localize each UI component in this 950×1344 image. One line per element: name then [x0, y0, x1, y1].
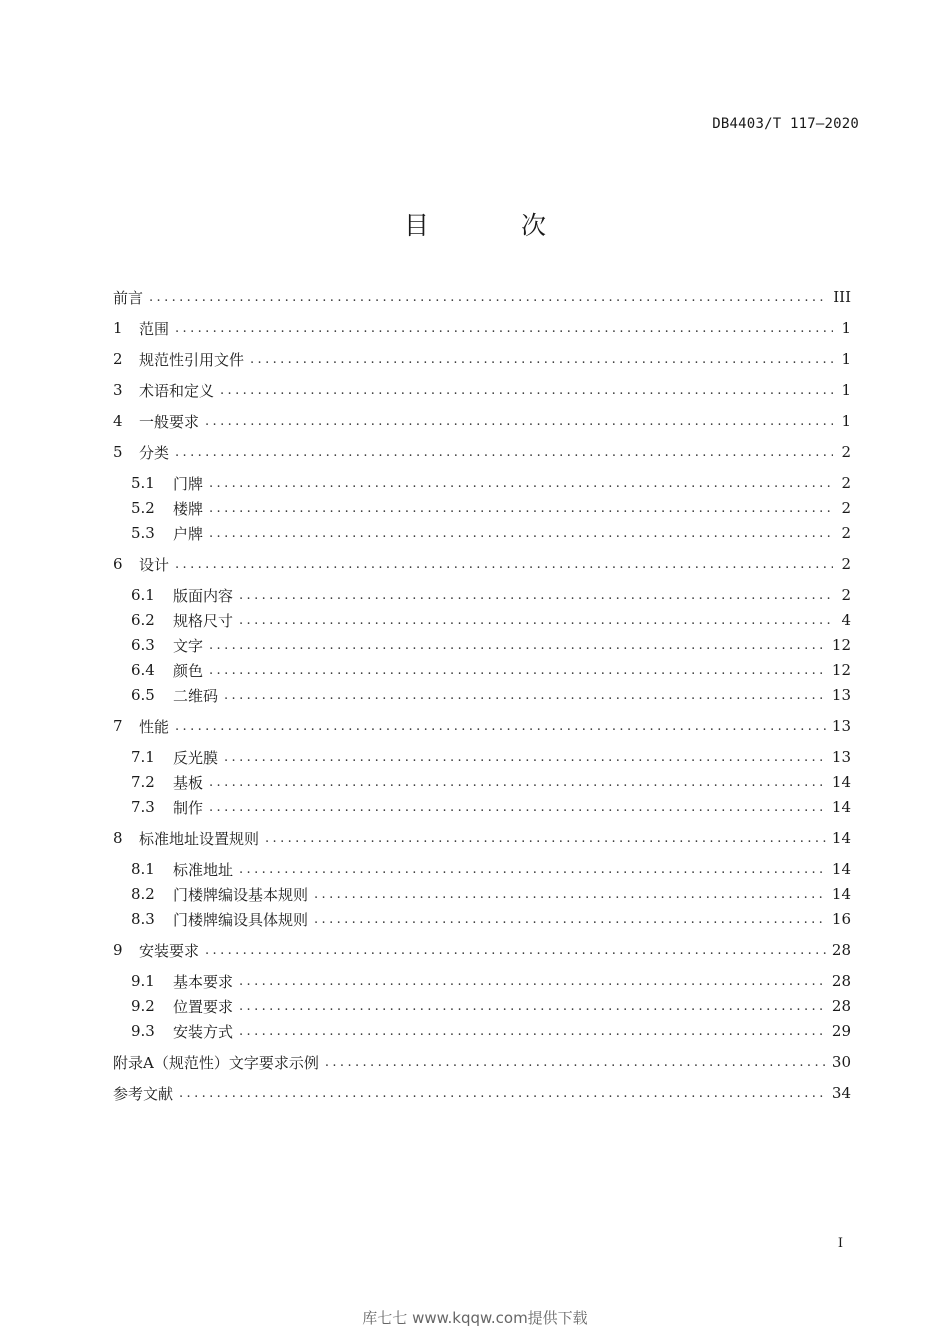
toc-entry-label: 安装要求 [139, 941, 200, 960]
toc-page-number: 28 [831, 972, 851, 990]
toc-dot-leader [314, 912, 826, 927]
toc-section-number: 6.1 [131, 586, 155, 604]
toc-entry-label: 规格尺寸 [173, 611, 234, 630]
toc-section-number: 9.2 [131, 997, 155, 1015]
toc-page-number: 12 [831, 636, 851, 654]
toc-entry[interactable] [113, 828, 851, 848]
toc-section-number: 6.2 [131, 611, 155, 629]
toc-entry-label: 规范性引用文件 [139, 350, 245, 369]
toc-section-number: 3 [113, 381, 123, 399]
toc-page-number: 4 [841, 611, 851, 629]
toc-page-number: 13 [831, 717, 851, 735]
toc-page-number: 2 [841, 555, 851, 573]
toc-subentry[interactable] [131, 660, 851, 680]
toc-page-number: 14 [831, 773, 851, 791]
toc-dot-leader [239, 862, 826, 877]
toc-section-number: 5.3 [131, 524, 155, 542]
toc-dot-leader [175, 557, 833, 572]
toc-section-number: 1 [113, 319, 123, 337]
toc-entry[interactable] [113, 442, 851, 462]
toc-entry-label: 门楼牌编设具体规则 [173, 910, 309, 929]
toc-page-number: 30 [831, 1053, 851, 1071]
toc-entry[interactable] [113, 349, 851, 369]
toc-entry[interactable] [113, 554, 851, 574]
toc-entry[interactable] [113, 1083, 851, 1103]
toc-section-number: 9.1 [131, 972, 155, 990]
toc-section-number: 6.5 [131, 686, 155, 704]
toc-entry-label: 安装方式 [173, 1022, 234, 1041]
toc-entry-label: 户牌 [173, 524, 204, 543]
toc-page-number: 16 [831, 910, 851, 928]
toc-subentry[interactable] [131, 585, 851, 605]
toc-subentry[interactable] [131, 610, 851, 630]
toc-section-number: 8 [113, 829, 123, 847]
toc-page-number: 2 [841, 499, 851, 517]
toc-page-number: 1 [841, 350, 851, 368]
toc-entry-label: 门楼牌编设基本规则 [173, 885, 309, 904]
toc-page-number: 1 [841, 319, 851, 337]
toc-dot-leader [224, 688, 826, 703]
toc-subentry[interactable] [131, 996, 851, 1016]
toc-page-number: 28 [831, 997, 851, 1015]
toc-dot-leader [314, 887, 826, 902]
toc-subentry[interactable] [131, 971, 851, 991]
toc-section-number: 6.3 [131, 636, 155, 654]
toc-page-number: 14 [831, 798, 851, 816]
toc-subentry[interactable] [131, 523, 851, 543]
download-watermark: 库七七 www.kqqw.com提供下载 [362, 1309, 588, 1327]
toc-page-number: 1 [841, 412, 851, 430]
toc-entry-label: 位置要求 [173, 997, 234, 1016]
toc-subentry[interactable] [131, 909, 851, 929]
toc-dot-leader [209, 501, 833, 516]
toc-section-number: 6.4 [131, 661, 155, 679]
toc-entry-label: 标准地址 [173, 860, 234, 879]
toc-page-number: 14 [831, 860, 851, 878]
toc-dot-leader [239, 588, 833, 603]
toc-dot-leader [205, 414, 833, 429]
toc-entry-label: 门牌 [173, 474, 204, 493]
toc-dot-leader [209, 526, 833, 541]
toc-section-number: 2 [113, 350, 123, 368]
toc-entry[interactable] [113, 380, 851, 400]
toc-entry-label: 标准地址设置规则 [139, 829, 260, 848]
document-code: DB4403/T 117—2020 [712, 116, 859, 132]
toc-entry-label: 基本要求 [173, 972, 234, 991]
toc-page-number: 13 [831, 686, 851, 704]
toc-page-number: 2 [841, 443, 851, 461]
toc-entry-label: 前言 [113, 288, 144, 307]
toc-section-number: 5.1 [131, 474, 155, 492]
toc-dot-leader [175, 445, 833, 460]
toc-section-number: 5 [113, 443, 123, 461]
toc-entry-label: 制作 [173, 798, 204, 817]
toc-dot-leader [239, 1024, 826, 1039]
toc-dot-leader [239, 999, 826, 1014]
toc-dot-leader [220, 383, 833, 398]
toc-section-number: 8.1 [131, 860, 155, 878]
toc-section-number: 9 [113, 941, 123, 959]
toc-entry-label: 性能 [139, 717, 170, 736]
toc-dot-leader [175, 719, 826, 734]
toc-dot-leader [149, 290, 827, 305]
toc-entry-label: 文字 [173, 636, 204, 655]
toc-subentry[interactable] [131, 884, 851, 904]
toc-dot-leader [175, 321, 833, 336]
toc-entry-label: 颜色 [173, 661, 204, 680]
toc-section-number: 9.3 [131, 1022, 155, 1040]
toc-entry-label: 设计 [139, 555, 170, 574]
toc-entry-label: 分类 [139, 443, 170, 462]
toc-entry[interactable] [113, 411, 851, 431]
toc-page-number: 2 [841, 524, 851, 542]
toc-entry-label: 二维码 [173, 686, 219, 705]
toc-page-number: 2 [841, 474, 851, 492]
toc-section-number: 7.1 [131, 748, 155, 766]
toc-section-number: 7.3 [131, 798, 155, 816]
toc-entry-label: 范围 [139, 319, 170, 338]
toc-section-number: 5.2 [131, 499, 155, 517]
toc-section-number: 7.2 [131, 773, 155, 791]
toc-subentry[interactable] [131, 747, 851, 767]
toc-dot-leader [209, 638, 826, 653]
toc-page-number: 14 [831, 829, 851, 847]
toc-subentry[interactable] [131, 797, 851, 817]
toc-dot-leader [265, 831, 826, 846]
toc-dot-leader [224, 750, 826, 765]
toc-page-number: III [833, 288, 851, 306]
toc-page-number: 13 [831, 748, 851, 766]
toc-subentry[interactable] [131, 473, 851, 493]
toc-title: 目 次 [404, 211, 588, 240]
toc-entry-label: 一般要求 [139, 412, 200, 431]
toc-section-number: 8.2 [131, 885, 155, 903]
toc-entry-label: 基板 [173, 773, 204, 792]
toc-page-number: 2 [841, 586, 851, 604]
toc-entry-label: 附录A（规范性）文字要求示例 [113, 1053, 319, 1072]
toc-section-number: 6 [113, 555, 123, 573]
toc-dot-leader [239, 613, 833, 628]
toc-subentry[interactable] [131, 859, 851, 879]
toc-entry-label: 参考文献 [113, 1084, 174, 1103]
toc-dot-leader [209, 800, 826, 815]
toc-dot-leader [209, 663, 826, 678]
toc-page-number: 34 [831, 1084, 851, 1102]
toc-section-number: 7 [113, 717, 123, 735]
toc-dot-leader [209, 476, 833, 491]
toc-page-number: 29 [831, 1022, 851, 1040]
toc-entry-label: 楼牌 [173, 499, 204, 518]
toc-subentry[interactable] [131, 685, 851, 705]
toc-subentry[interactable] [131, 772, 851, 792]
toc-page-number: 14 [831, 885, 851, 903]
toc-section-number: 8.3 [131, 910, 155, 928]
toc-dot-leader [250, 352, 833, 367]
toc-dot-leader [209, 775, 826, 790]
toc-subentry[interactable] [131, 498, 851, 518]
toc-dot-leader [179, 1086, 826, 1101]
toc-entry[interactable] [113, 716, 851, 736]
toc-entry[interactable] [113, 287, 851, 307]
toc-entry[interactable] [113, 318, 851, 338]
toc-entry[interactable] [113, 940, 851, 960]
toc-entry-label: 术语和定义 [139, 381, 215, 400]
page-number: I [837, 1236, 843, 1251]
toc-subentry[interactable] [131, 635, 851, 655]
toc-dot-leader [205, 943, 826, 958]
toc-section-number: 4 [113, 412, 123, 430]
toc-page-number: 1 [841, 381, 851, 399]
toc-entry[interactable] [113, 1052, 851, 1072]
toc-dot-leader [239, 974, 826, 989]
toc-entry-label: 反光膜 [173, 748, 219, 767]
toc-dot-leader [325, 1055, 826, 1070]
toc-page-number: 12 [831, 661, 851, 679]
toc-entry-label: 版面内容 [173, 586, 234, 605]
toc-page-number: 28 [831, 941, 851, 959]
toc-subentry[interactable] [131, 1021, 851, 1041]
